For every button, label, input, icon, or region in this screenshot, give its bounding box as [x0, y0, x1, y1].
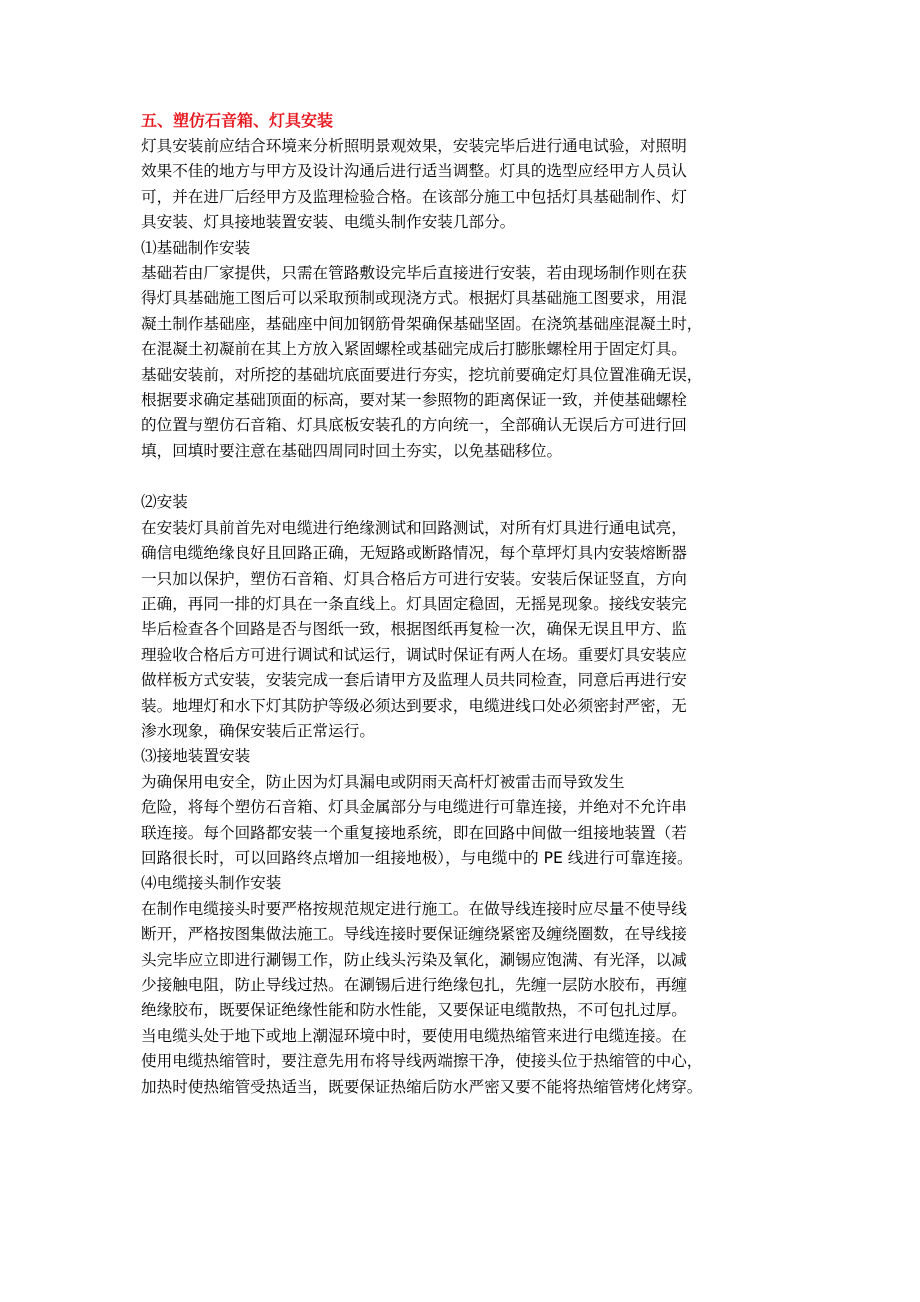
text-line: 毕后检查各个回路是否与图纸一致，根据图纸再复检一次，确保无误且甲方、监 — [141, 620, 687, 639]
subheading-grounding: ⑶接地装置安装 — [141, 747, 251, 766]
text-line: 基础安装前，对所挖的基础坑底面要进行夯实，挖坑前要确定灯具位置准确无误， — [141, 365, 703, 384]
blank-line — [141, 464, 796, 490]
text-line: 基础若由厂家提供，只需在管路敷设完毕后直接进行安装，若由现场制作则在获 — [141, 264, 687, 283]
text-line: 在安装灯具前首先对电缆进行绝缘测试和回路测试，对所有灯具进行通电试亮， — [141, 518, 687, 537]
text-line: 绝缘胶布，既要保证绝缘性能和防水性能，又要保证电缆散热，不可包扎过厚。 — [141, 1001, 687, 1020]
paragraph-installation — [141, 516, 796, 745]
paragraph-cable-joint — [141, 897, 796, 1100]
text-line: 断开，严格按图集做法施工。导线连接时要保证缠绕紧密及缠绕圈数，在导线接 — [141, 925, 687, 944]
text-line: 确信电缆绝缘良好且回路正确，无短路或断路情况，每个草坪灯具内安装熔断器 — [141, 544, 687, 563]
text-line: 在制作电缆接头时要严格按规范规定进行施工。在做导线连接时应尽量不使导线 — [141, 899, 687, 918]
text-line: 在混凝土初凝前在其上方放入紧固螺栓或基础完成后打膨胀螺栓用于固定灯具。 — [141, 340, 687, 359]
subheading-cable-joint: ⑷电缆接头制作安装 — [141, 874, 282, 893]
intro-line: 具安装、灯具接地装置安装、电缆头制作安装几部分。 — [141, 213, 516, 232]
text-line: 使用电缆热缩管时，要注意先用布将导线两端擦干净，使接头位于热缩管的中心， — [141, 1052, 703, 1071]
intro-paragraph — [141, 134, 796, 236]
subheading-installation: ⑵安装 — [141, 493, 188, 512]
paragraph-grounding — [141, 770, 796, 872]
subheading-foundation: ⑴基础制作安装 — [141, 238, 251, 257]
section-title: 五、塑仿石音箱、灯具安装 — [141, 111, 334, 130]
text-line: 装。地埋灯和水下灯其防护等级必须达到要求，电缆进线口处必须密封严密，无 — [141, 696, 687, 715]
paragraph-foundation — [141, 261, 796, 464]
text-line: 回路很长时，可以回路终点增加一组接地极），与电缆中的 PE 线进行可靠连接。 — [141, 848, 693, 867]
text-line: 做样板方式安装，安装完成一套后请甲方及监理人员共同检查，同意后再进行安 — [141, 671, 687, 690]
text-line: 加热时使热缩管受热适当，既要保证热缩后防水严密又要不能将热缩管烤化烤穿。 — [141, 1077, 703, 1096]
text-line: 联连接。每个回路都安装一个重复接地系统，即在回路中间做一组接地装置（若 — [141, 823, 687, 842]
text-line: 根据要求确定基础顶面的标高，要对某一参照物的距离保证一致，并使基础螺栓 — [141, 391, 687, 410]
text-line: 头完毕应立即进行涮锡工作，防止线头污染及氧化，涮锡应饱满、有光泽，以减 — [141, 950, 687, 969]
text-line: 得灯具基础施工图后可以采取预制或现浇方式。根据灯具基础施工图要求，用混 — [141, 289, 687, 308]
intro-line: 可，并在进厂后经甲方及监理检验合格。在该部分施工中包括灯具基础制作、灯 — [141, 187, 687, 206]
intro-line: 效果不佳的地方与甲方及设计沟通后进行适当调整。灯具的选型应经甲方人员认 — [141, 162, 687, 181]
text-line: 为确保用电安全，防止因为灯具漏电或阴雨天高杆灯被雷击而导致发生 — [141, 772, 625, 791]
text-line: 填，回填时要注意在基础四周同时回土夯实，以免基础移位。 — [141, 441, 563, 460]
text-line: 的位置与塑仿石音箱、灯具底板安装孔的方向统一，全部确认无误后方可进行回 — [141, 416, 687, 435]
text-line: 理验收合格后方可进行调试和试运行，调试时保证有两人在场。重要灯具安装应 — [141, 645, 687, 664]
text-line: 凝土制作基础座，基础座中间加钢筋骨架确保基础坚固。在浇筑基础座混凝土时， — [141, 314, 703, 333]
text-line: 当电缆头处于地下或地上潮湿环境中时，要使用电缆热缩管来进行电缆连接。在 — [141, 1026, 687, 1045]
text-line: 正确，再同一排的灯具在一条直线上。灯具固定稳固，无摇晃现象。接线安装完 — [141, 594, 687, 613]
text-line: 一只加以保护，塑仿石音箱、灯具合格后方可进行安装。安装后保证竖直，方向 — [141, 569, 687, 588]
text-line: 危险，将每个塑仿石音箱、灯具金属部分与电缆进行可靠连接，并绝对不允许串 — [141, 798, 687, 817]
text-line: 少接触电阻，防止导线过热。在涮锡后进行绝缘包扎，先缠一层防水胶布，再缠 — [141, 976, 687, 994]
text-line: 渗水现象，确保安装后正常运行。 — [141, 721, 375, 740]
document-page — [141, 108, 796, 1100]
intro-line: 灯具安装前应结合环境来分析照明景观效果，安装完毕后进行通电试验，对照明 — [141, 137, 687, 155]
